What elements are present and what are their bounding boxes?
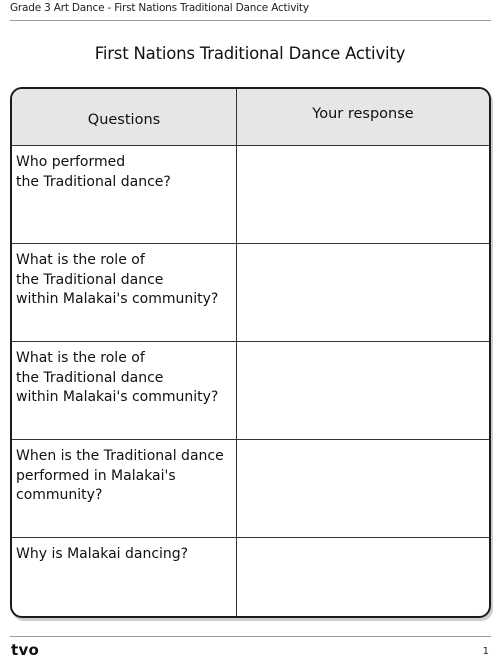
- document-header-title: Grade 3 Art Dance - First Nations Traditional Dance Activity: [10, 2, 309, 14]
- table-row: [12, 440, 489, 538]
- page-title: First Nations Traditional Dance Activity: [94, 44, 406, 63]
- response-cell[interactable]: [237, 244, 490, 342]
- table-row: [12, 146, 489, 244]
- question-cell: Why is Malakai dancing?: [12, 538, 237, 619]
- activity-table-container: [10, 87, 491, 618]
- question-cell: Who performed the Traditional dance?: [12, 146, 237, 244]
- question-cell: When is the Traditional dance performed in Malakai's community?: [12, 440, 237, 538]
- questions-column-header: [12, 89, 237, 146]
- table-header-row: [12, 89, 489, 146]
- response-cell[interactable]: [237, 538, 490, 619]
- response-header-label: Your response: [312, 106, 414, 122]
- table-row: [12, 244, 489, 342]
- table-row: [12, 342, 489, 440]
- header-divider: [10, 20, 491, 21]
- response-cell[interactable]: [237, 146, 490, 244]
- activity-table: [12, 89, 489, 618]
- page-number: 1: [482, 646, 489, 657]
- question-cell: What is the role of the Traditional dance within Malakai's community?: [12, 244, 237, 342]
- response-cell[interactable]: [237, 342, 490, 440]
- footer-divider: [10, 636, 491, 637]
- response-column-header: [237, 89, 490, 146]
- table-row: [12, 538, 489, 619]
- tvo-logo: tvo: [11, 641, 40, 659]
- questions-header-label: Questions: [87, 112, 161, 128]
- response-cell[interactable]: [237, 440, 490, 538]
- question-cell: What is the role of the Traditional dance within Malakai's community?: [12, 342, 237, 440]
